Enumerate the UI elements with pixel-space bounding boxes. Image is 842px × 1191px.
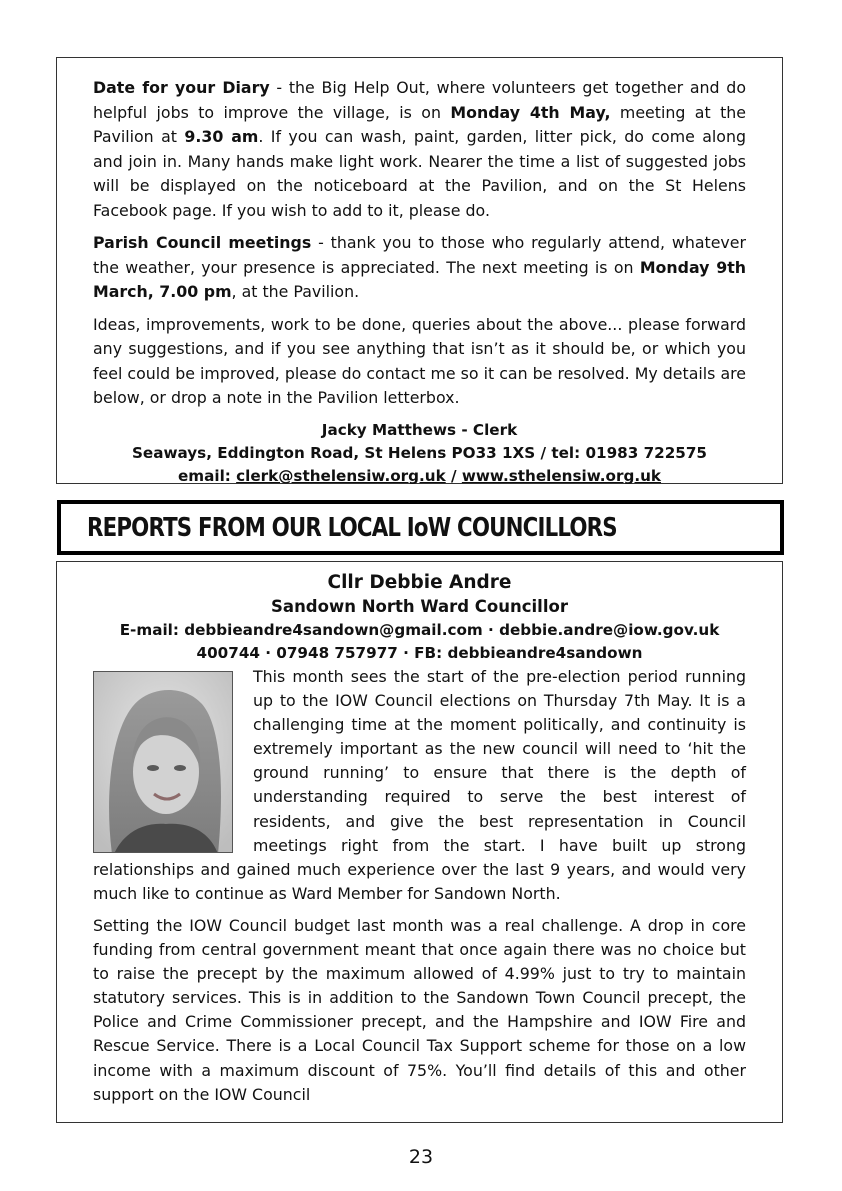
clerk-address: Seaways, Eddington Road, St Helens PO33 1XS / tel: 01983 722575 — [131, 443, 707, 462]
meetings-paragraph — [93, 231, 746, 305]
diary-lead: Date for your Diary — [93, 78, 270, 97]
meetings-text: - thank you to those who regularly attend, whatever the weather, your presence is appreciated. The next meeting is on — [93, 233, 746, 277]
diary-time: 9.30 am — [184, 127, 259, 146]
councillor-contact-phone: 400744 · 07948 757977 · FB: debbieandre4sandown — [196, 644, 643, 662]
councillor-name: Cllr Debbie Andre — [327, 572, 512, 593]
section-header — [57, 500, 784, 555]
page-number: 23 — [408, 1146, 434, 1168]
diary-text: . If you can wash, paint, garden, litter pick, do come along and join in. Many hands make light work. Nearer the time a list of suggested jobs will be displayed on the noticeboard at the Pavilion, and on the St Helens Facebook page. If you wish to add to it, please do. — [93, 127, 746, 220]
diary-date: Monday 4th May, — [450, 102, 611, 122]
clerk-name: Jacky Matthews - Clerk — [321, 420, 518, 439]
councillor-contact-email: E-mail: debbieandre4sandown@gmail.com · debbie.andre@iow.gov.uk — [119, 621, 720, 639]
meetings-date: Monday 9th March, 7.00 pm — [93, 257, 746, 301]
email-label: email: — [177, 466, 237, 485]
report-paragraph-2: Setting the IOW Council budget last month was a real challenge. A drop in core funding from central government meant that once again there was no choice but to raise the precept by the maximum allowed of 4.99% just to try to maintain statutory services. This is in addition to the Sandown Town Council precept, the Police and Crime Commissioner precept, and the Hampshire and IOW Fire and Rescue Service. There is a Local Council Tax Support scheme for those on a low income with a maximum discount of 75%. You’ll find details of this and other support on the IOW Council — [93, 915, 746, 1104]
diary-text: meeting at the Pavilion at — [93, 102, 746, 146]
diary-text: - the Big Help Out, where volunteers get together and do helpful jobs to improve the village, is on — [93, 78, 747, 122]
section-title: REPORTS FROM OUR LOCAL IoW COUNCILLORS — [87, 512, 617, 543]
clerk-signature — [93, 419, 746, 488]
meetings-text: , at the Pavilion. — [231, 282, 360, 301]
councillor-report-box — [56, 561, 783, 1123]
clerk-online — [93, 465, 746, 488]
diary-notice-box — [56, 57, 783, 484]
separator: / — [445, 466, 462, 485]
report-paragraph-1: This month sees the start of the pre-election period running up to the IOW Council elections on Thursday 7th May. It is a challenging time at the moment politically, and continuity is extremely important as the new council will need to ‘hit the ground running’ to ensure that there is the depth of understanding required to serve the best interest of residents, and give the best representation in Council meetings right from the start. I have built up strong relationships and gained much experience over the last 9 years, and would very much like to continue as Ward Member for Sandown North. — [93, 667, 746, 903]
website-link[interactable]: www.sthelensiw.org.uk — [461, 466, 662, 485]
meetings-lead: Parish Council meetings — [93, 233, 312, 252]
clerk-email-link[interactable]: clerk@sthelensiw.org.uk — [236, 466, 446, 485]
councillor-photo — [93, 671, 233, 853]
ideas-paragraph: Ideas, improvements, work to be done, queries about the above... please forward any suggestions, and if you see anything that isn’t as it should be, or which you feel could be improved, please do contact me so it can be resolved. My details are below, or drop a note in the Pavilion letterbox. — [93, 314, 746, 407]
councillor-role: Sandown North Ward Councillor — [271, 597, 568, 616]
diary-paragraph — [93, 76, 746, 223]
